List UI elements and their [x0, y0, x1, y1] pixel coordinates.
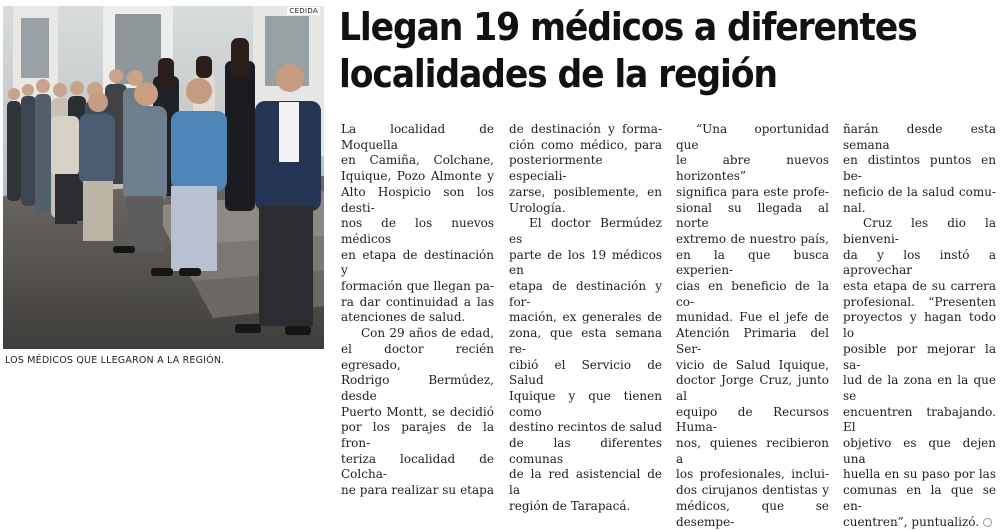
- article-text-line: nal.: [843, 200, 866, 215]
- article-text-line: sional su llegada al norte: [676, 200, 829, 231]
- article-text-line: los profesionales, inclui-: [676, 467, 829, 482]
- article-text-line: en distintos puntos en be-: [843, 153, 996, 184]
- article-text-line: zarse, posiblemente, en: [509, 184, 662, 199]
- article-text-line: en etapa de destinación y: [341, 247, 494, 278]
- article-text-line: doctor Jorge Cruz, junto al: [676, 373, 829, 403]
- headline: [339, 4, 933, 98]
- article-text-line: cias en beneficio de la co-: [676, 279, 829, 309]
- article-text-line: en la que busca experien-: [676, 247, 829, 278]
- article-text-line: Rodrigo Bermúdez, desde: [341, 373, 494, 403]
- article-text-line: mación, ex generales de: [509, 310, 662, 325]
- article-text-line: cibió el Servicio de Salud: [509, 357, 662, 388]
- article-text-line: de destinación y forma-: [509, 122, 662, 136]
- article-text-line: significa para este profe-: [676, 184, 829, 199]
- article-text-line: en Camiña, Colchane,: [341, 153, 494, 168]
- article-text-line: equipo de Recursos Huma-: [676, 404, 829, 435]
- article-column-4: [843, 122, 996, 530]
- article-text-line: encuentren trabajando. El: [843, 404, 996, 435]
- article-text-line: profesional. “Presenten: [843, 294, 996, 309]
- article-text-line: Iquique y que tienen como: [509, 388, 662, 419]
- article-text-line: nos, quienes recibieron a: [676, 436, 829, 466]
- article-text-line: “Una oportunidad que: [676, 122, 829, 152]
- headline-line: localidades de la región: [339, 52, 777, 97]
- article-text-line: Urología.: [509, 200, 566, 215]
- article-text-line: dos cirujanos dentistas y: [676, 483, 829, 498]
- article-text-line: esta etapa de su carrera: [843, 279, 996, 294]
- article-text-line: médicos, que se desempe-: [676, 498, 829, 529]
- headline-line: Llegan 19 médicos a diferentes: [339, 5, 917, 50]
- end-of-article-icon: [983, 518, 992, 527]
- article-text-line: etapa de destinación y for-: [509, 279, 662, 309]
- article-text-line: El doctor Bermúdez es: [509, 216, 662, 246]
- article-text-line: Iquique, Pozo Almonte y: [341, 169, 494, 184]
- article-column-2: [509, 122, 662, 515]
- article-text-line: ñarán desde esta semana: [843, 122, 996, 152]
- article-text-line: extremo de nuestro país,: [676, 231, 829, 246]
- article-text-line: da y los instó a aprovechar: [843, 247, 996, 278]
- article-text-line: parte de los 19 médicos en: [509, 247, 662, 278]
- article-text-line: zona, que esta semana re-: [509, 326, 662, 356]
- article-text-line: teriza localidad de Colcha-: [341, 451, 494, 482]
- article-text-line: destino recintos de salud: [509, 420, 662, 435]
- article-text-line: posible por mejorar la sa-: [843, 341, 996, 372]
- article-text-line: Cruz les dio la bienveni-: [843, 216, 996, 246]
- article-text-line: huella en su paso por las: [843, 467, 996, 482]
- photo-credit: CEDIDA: [289, 7, 318, 15]
- group-photo-illustration: [3, 6, 324, 349]
- article-text-line: lud de la zona en la que se: [843, 373, 996, 403]
- article-text-line: vicio de Salud Iquique,: [676, 357, 829, 372]
- article-text-line: proyectos y hagan todo lo: [843, 310, 996, 341]
- article-column-1: [341, 122, 494, 499]
- article-text-line: el doctor recién egresado,: [341, 341, 494, 372]
- article-text-line: nos de los nuevos médicos: [341, 216, 494, 246]
- article-text-line: de las diferentes comunas: [509, 436, 662, 466]
- article-text-line: Alto Hospicio son los desti-: [341, 184, 494, 215]
- article-text-line: objetivo es que dejen una: [843, 436, 996, 466]
- article-text-line: posteriormente especiali-: [509, 153, 603, 184]
- article-text-line: formación que llegan pa-: [341, 279, 494, 294]
- article-text-line: atenciones de salud.: [341, 310, 466, 325]
- article-text-line: Con 29 años de edad,: [361, 326, 494, 341]
- article-text-line: comunas en la que se en-: [843, 483, 996, 513]
- article-text-line: le abre nuevos horizontes”: [676, 153, 829, 184]
- article-text-line: neficio de la salud comu-: [843, 184, 996, 199]
- article-column-3: [676, 122, 829, 530]
- article-text-line: cuentren”, puntualizó.: [843, 515, 996, 530]
- article-text-line: Puerto Montt, se decidió: [341, 404, 494, 419]
- news-photo: [3, 6, 324, 349]
- article-text-line: ne para realizar su etapa: [341, 483, 494, 498]
- article-text-line: región de Tarapacá.: [509, 498, 631, 513]
- article-text-line: La localidad de Moquella: [341, 122, 494, 152]
- article-text-line: Atención Primaria del Ser-: [676, 326, 829, 356]
- article-text-line: munidad. Fue el jefe de: [676, 310, 829, 325]
- article-text-line: por los parajes de la fron-: [341, 420, 494, 451]
- article-text-line: ción como médico, para: [509, 137, 662, 152]
- article-text-line: de la red asistencial de la: [509, 467, 662, 498]
- article-text-line: ra dar continuidad a las: [341, 294, 494, 309]
- photo-caption: LOS MÉDICOS QUE LLEGARON A LA REGIÓN.: [5, 355, 225, 366]
